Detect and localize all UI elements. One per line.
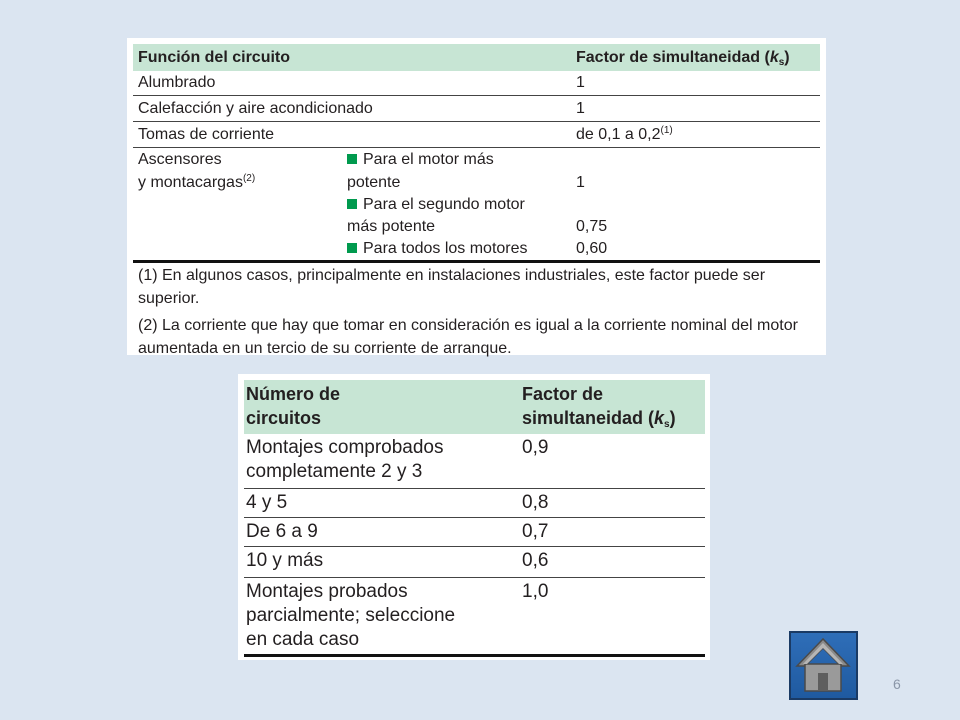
table1-header — [133, 44, 820, 71]
table2-header-factor: Factor de simultaneidad $(k_s)$ — [522, 384, 676, 430]
function-cell: Alumbrado — [138, 74, 216, 91]
motor-item: Para el segundo motor — [347, 196, 525, 214]
table1-header-function: Función del circuito — [138, 49, 291, 66]
home-button[interactable] — [789, 631, 858, 700]
house-icon — [791, 633, 856, 698]
factor-cell: de 0,1 a 0,2$^{(1)}$ — [576, 125, 673, 143]
factor-cell: 0,7 — [522, 521, 549, 542]
factor-cell: 1 — [576, 174, 585, 191]
table-row — [244, 547, 705, 578]
green-bullet-icon — [347, 199, 357, 209]
factor-cell: 1 — [576, 74, 585, 91]
factor-cell: 0,60 — [576, 240, 608, 257]
simultaneity-factor-table-by-function — [127, 38, 826, 355]
table-row — [244, 518, 705, 547]
circuits-cell: Montajes comprobados completamente 2 y 3 — [246, 437, 444, 482]
footnote-1: (1) En algunos casos, principalmente en instalaciones industriales, este factor puede ser superior. — [138, 267, 766, 307]
table-row — [244, 434, 705, 489]
circuits-cell: 10 y más — [246, 550, 324, 571]
table-row — [133, 96, 820, 122]
table-row — [244, 489, 705, 518]
motor-item: más potente — [347, 218, 436, 235]
green-bullet-icon — [347, 154, 357, 164]
table2-header-circuits: Número de circuitos — [246, 384, 341, 428]
table-row — [133, 71, 820, 96]
table-row-ascensores — [133, 148, 820, 263]
table-row — [133, 122, 820, 148]
factor-cell: 0,75 — [576, 218, 608, 235]
function-cell: Calefacción y aire acondicionado — [138, 100, 373, 117]
function-cell: Tomas de corriente — [138, 126, 275, 143]
circuits-cell: Montajes probados parcialmente; seleccione en cada caso — [246, 581, 456, 650]
factor-cell: 1,0 — [522, 581, 549, 602]
factor-cell: 0,9 — [522, 437, 549, 458]
factor-cell: 0,6 — [522, 550, 549, 571]
table1-header-factor: Factor de simultaneidad $(k_s)$ — [576, 49, 790, 68]
function-cell: Ascensores — [138, 151, 222, 168]
motor-item: potente — [347, 174, 401, 191]
green-bullet-icon — [347, 243, 357, 253]
page-number: 6 — [893, 676, 901, 692]
circuits-cell: 4 y 5 — [246, 492, 288, 513]
table2-header — [244, 380, 705, 434]
table-row — [244, 578, 705, 657]
factor-cell: 1 — [576, 100, 585, 117]
motor-item: Para todos los motores — [347, 240, 528, 258]
factor-cell: 0,8 — [522, 492, 549, 513]
motor-item: Para el motor más — [347, 151, 494, 169]
circuits-cell: De 6 a 9 — [246, 521, 318, 542]
footnote-2: (2) La corriente que hay que tomar en consideración es igual a la corriente nominal del motor aumentada en un tercio de su corriente de arranque. — [138, 317, 798, 357]
function-cell: y montacargas$^{(2)}$ — [138, 173, 256, 191]
simultaneity-factor-table-by-circuits — [238, 374, 710, 660]
